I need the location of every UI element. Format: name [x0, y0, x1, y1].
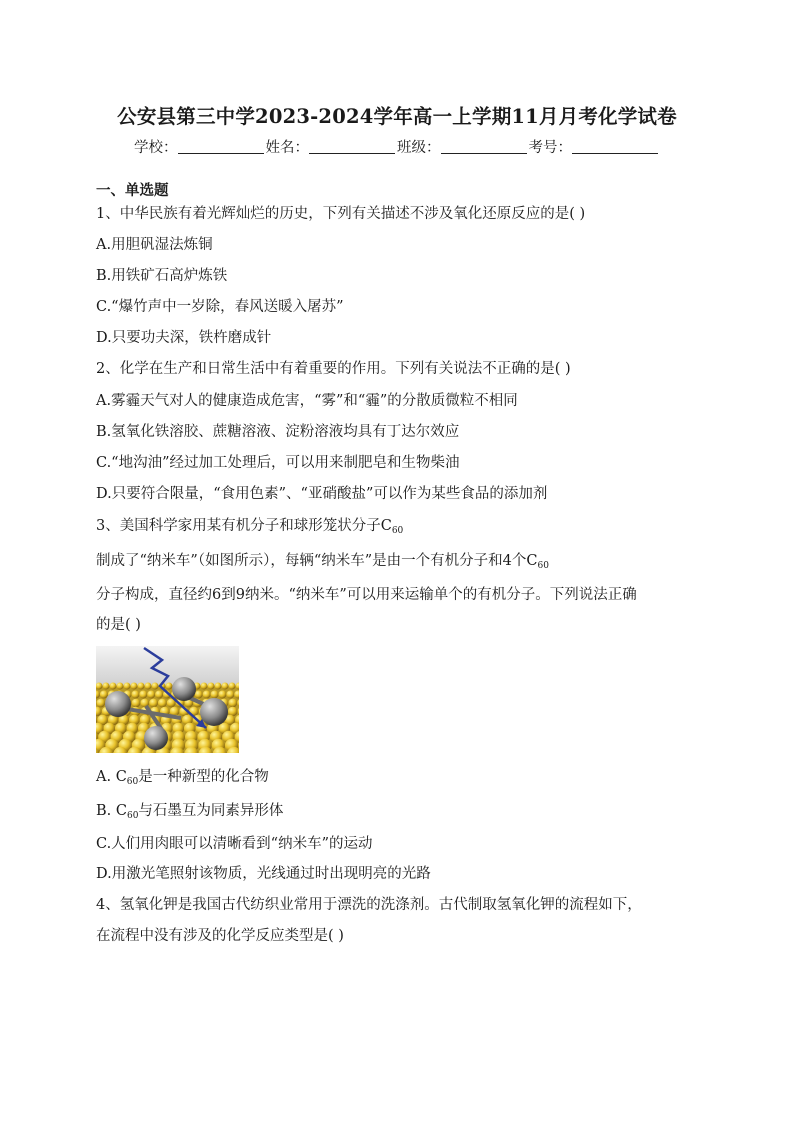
question-3-option-b-prefix: B. C [96, 803, 127, 819]
question-4-line-2: 在流程中没有涉及的化学反应类型是( ) [96, 928, 344, 944]
section-heading: 一、单选题 [96, 182, 169, 199]
question-2-stem: 2、化学在生产和日常生活中有着重要的作用。下列有关说法不正确的是( ) [96, 361, 571, 377]
school-label: 学校： [134, 140, 178, 156]
c60-wheel [172, 677, 196, 701]
gold-atom [228, 699, 237, 708]
nanocar-illustration [96, 646, 239, 753]
question-3-line-1 [96, 516, 716, 541]
gold-atom [155, 691, 163, 699]
c60-wheel [105, 691, 131, 717]
question-3-line-2 [96, 551, 716, 576]
question-3-line-2-text: 制成了“纳米车”（如图所示），每辆“纳米车”是由一个有机分子和4个C [96, 553, 538, 569]
gold-atom [222, 683, 229, 690]
question-2-option-a: A.雾霾天气对人的健康造成危害，“雾”和“霾”的分散质微粒不相同 [96, 393, 518, 409]
question-1-stem: 1、中华民族有着光辉灿烂的历史，下列有关描述不涉及氧化还原反应的是( ) [96, 206, 586, 222]
question-3-option-a [96, 767, 716, 792]
gold-atom [103, 683, 110, 690]
gold-atom [138, 683, 145, 690]
gold-atom [152, 683, 159, 690]
gold-atom [96, 691, 100, 699]
c60-wheel [144, 726, 168, 750]
gold-atom [149, 699, 158, 708]
c60-subscript: 60 [126, 811, 139, 821]
gold-atom [218, 691, 226, 699]
student-info-row [0, 136, 794, 157]
gold-atom [203, 691, 211, 699]
c60-subscript: 60 [126, 777, 139, 787]
gold-atom [195, 691, 203, 699]
exam-number-blank [572, 139, 658, 154]
c60-wheel [200, 698, 228, 726]
question-2-option-d: D.只要符合限量，“食用色素”、“亚硝酸盐”可以作为某些食品的添加剂 [96, 486, 548, 502]
question-1-option-b: B.用铁矿石高炉炼铁 [96, 268, 228, 284]
class-blank [441, 139, 527, 154]
question-3-option-a-prefix: A. C [96, 769, 127, 785]
question-3-line-4: 的是( ) [96, 617, 141, 633]
question-2-option-c: C.“地沟油”经过加工处理后，可以用来制肥皂和生物柴油 [96, 455, 460, 471]
gold-atom [96, 707, 102, 717]
gold-atom [158, 699, 167, 708]
question-1-option-c: C.“爆竹声中一岁除，春风送暖入屠苏” [96, 299, 344, 315]
question-3-option-b-text: 与石墨互为同素异形体 [138, 803, 284, 819]
gold-atom [124, 683, 131, 690]
nanocar-figure [96, 646, 239, 753]
class-label: 班级： [397, 140, 441, 156]
gold-atom [201, 683, 208, 690]
gold-atom [229, 683, 236, 690]
gold-atom [110, 683, 117, 690]
c60-subscript: 60 [391, 526, 404, 536]
question-2-option-b: B.氢氧化铁溶胶、蔗糖溶液、淀粉溶液均具有丁达尔效应 [96, 424, 460, 440]
question-3-line-1-text: 3、美国科学家用某有机分子和球形笼状分子C [96, 518, 392, 534]
name-label: 姓名： [265, 140, 309, 156]
gold-atom [166, 683, 173, 690]
question-4-line-1: 4、氢氧化钾是我国古代纺织业常用于漂洗的洗涤剂。古代制取氢氧化钾的流程如下， [96, 897, 642, 913]
name-blank [309, 139, 395, 154]
gold-atom [237, 699, 239, 708]
gold-atom [139, 691, 147, 699]
question-3-option-d: D.用激光笔照射该物质，光线通过时出现明亮的光路 [96, 866, 431, 882]
school-blank [178, 139, 264, 154]
exam-number-label: 考号： [528, 140, 572, 156]
c60-subscript: 60 [537, 561, 549, 571]
exam-title: 公安县第三中学2023-2024学年高一上学期11月月考化学试卷 [117, 105, 677, 128]
question-1-option-d: D.只要功夫深，铁杵磨成针 [96, 330, 272, 346]
gold-atom [96, 699, 105, 708]
gold-atom [211, 691, 219, 699]
question-1-option-a: A.用胆矾湿法炼铜 [96, 237, 213, 253]
question-3-option-c: C.人们用肉眼可以清晰看到“纳米车”的运动 [96, 836, 373, 852]
gold-atom [234, 691, 239, 699]
question-3-line-3: 分子构成，直径约6到9纳米。“纳米车”可以用来运输单个的有机分子。下列说法正确 [96, 587, 637, 603]
question-3-option-b [96, 801, 716, 826]
gold-atom [131, 691, 139, 699]
gold-atom [145, 683, 152, 690]
gold-atom [208, 683, 215, 690]
gold-atom [132, 699, 141, 708]
gold-atom [226, 691, 234, 699]
gold-atom [100, 691, 108, 699]
gold-atom [131, 683, 138, 690]
gold-atom [215, 683, 222, 690]
question-3-option-a-text: 是一种新型的化合物 [138, 769, 269, 785]
gold-atom [117, 683, 124, 690]
gold-atom [238, 707, 240, 717]
gold-atom [147, 691, 155, 699]
